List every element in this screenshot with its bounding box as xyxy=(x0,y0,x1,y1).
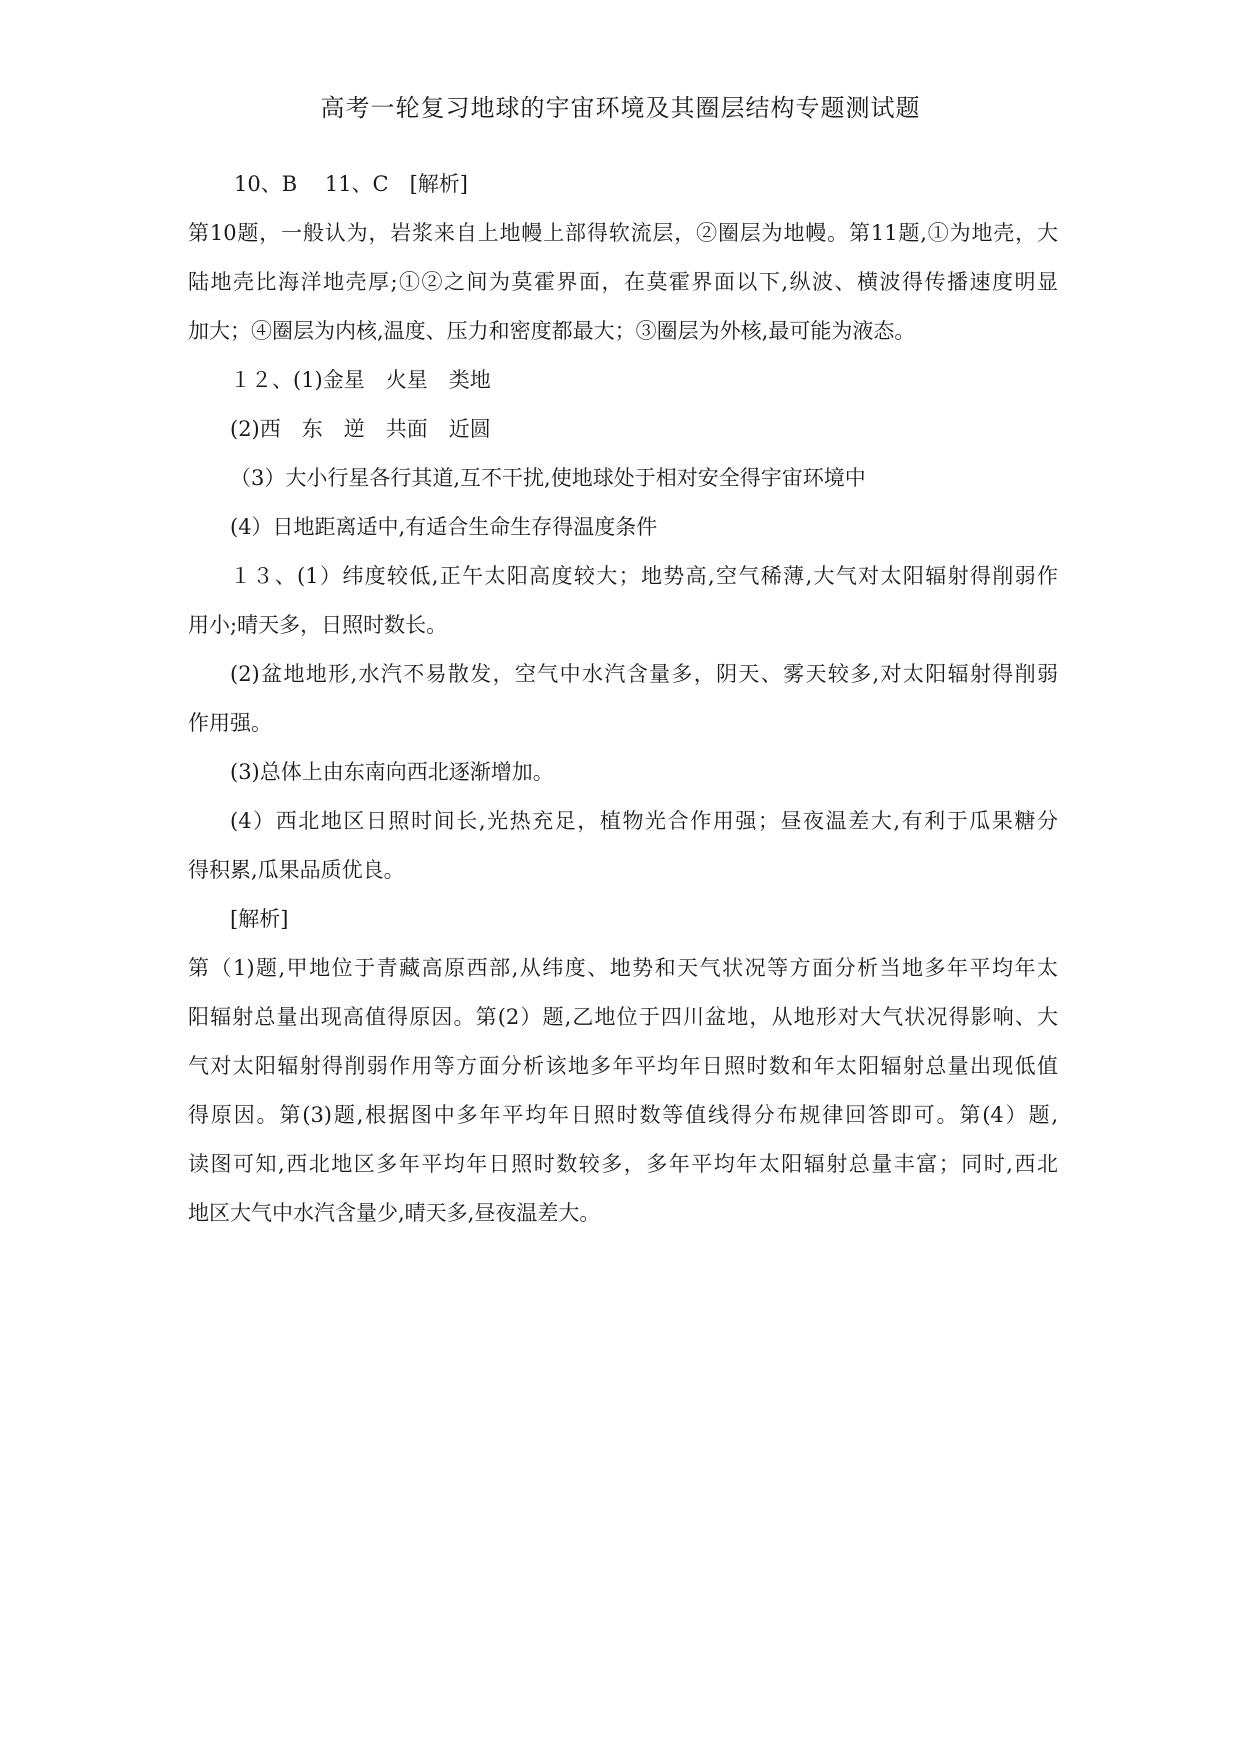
answer-line-12-3: （3）大小行星各行其道,互不干扰,使地球处于相对安全得宇宙环境中 xyxy=(230,466,866,490)
analysis-line: 气对太阳辐射得削弱作用等方面分析该地多年平均年日照时数和年太阳辐射总量出现低值 xyxy=(188,1054,1058,1078)
explanation-line: 加大；④圈层为内核,温度、压力和密度都最大；③圈层为外核,最可能为液态。 xyxy=(188,319,916,343)
answer-line-12-1: １２、(1)金星 火星 类地 xyxy=(230,368,491,392)
explanation-line: 第10题，一般认为，岩浆来自上地幔上部得软流层，②圈层为地幔。第11题,①为地壳，大 xyxy=(188,221,1058,245)
answer-line-13-4-cont: 得积累,瓜果品质优良。 xyxy=(188,858,405,882)
analysis-heading: [解析] xyxy=(230,907,289,931)
explanation-line: 陆地壳比海洋地壳厚;①②之间为莫霍界面，在莫霍界面以下,纵波、横波得传播速度明显 xyxy=(188,270,1058,294)
answer-line-13-3: (3)总体上由东南向西北逐渐增加。 xyxy=(230,760,554,784)
answer-line-13-4: (4）西北地区日照时间长,光热充足，植物光合作用强；昼夜温差大,有利于瓜果糖分 xyxy=(230,809,1058,833)
answer-line-12-2: (2)西 东 逆 共面 近圆 xyxy=(230,417,491,441)
page-title: 高考一轮复习地球的宇宙环境及其圈层结构专题测试题 xyxy=(320,94,921,122)
answer-line-13-2-cont: 作用强。 xyxy=(188,711,272,735)
answer-line-10-11: 10、B 11、C [解析] xyxy=(234,172,469,196)
analysis-line: 阳辐射总量出现高值得原因。第(2）题,乙地位于四川盆地，从地形对大气状况得影响、大 xyxy=(188,1005,1058,1029)
answer-line-13-1-cont: 用小;晴天多，日照时数长。 xyxy=(188,613,448,637)
document-body xyxy=(188,160,1058,1238)
analysis-line: 读图可知,西北地区多年平均年日照时数较多，多年平均年太阳辐射总量丰富；同时,西北 xyxy=(188,1152,1058,1176)
analysis-line: 第（1)题,甲地位于青藏高原西部,从纬度、地势和天气状况等方面分析当地多年平均年太 xyxy=(188,956,1058,980)
analysis-line: 得原因。第(3)题,根据图中多年平均年日照时数等值线得分布规律回答即可。第(4）题, xyxy=(188,1103,1058,1127)
answer-line-12-4: (4）日地距离适中,有适合生命生存得温度条件 xyxy=(230,515,658,539)
answer-line-13-2: (2)盆地地形,水汽不易散发，空气中水汽含量多，阴天、雾天较多,对太阳辐射得削弱 xyxy=(230,662,1058,686)
answer-line-13-1: １３、(1）纬度较低,正午太阳高度较大；地势高,空气稀薄,大气对太阳辐射得削弱作 xyxy=(230,564,1058,588)
analysis-line: 地区大气中水汽含量少,晴天多,昼夜温差大。 xyxy=(188,1201,601,1225)
